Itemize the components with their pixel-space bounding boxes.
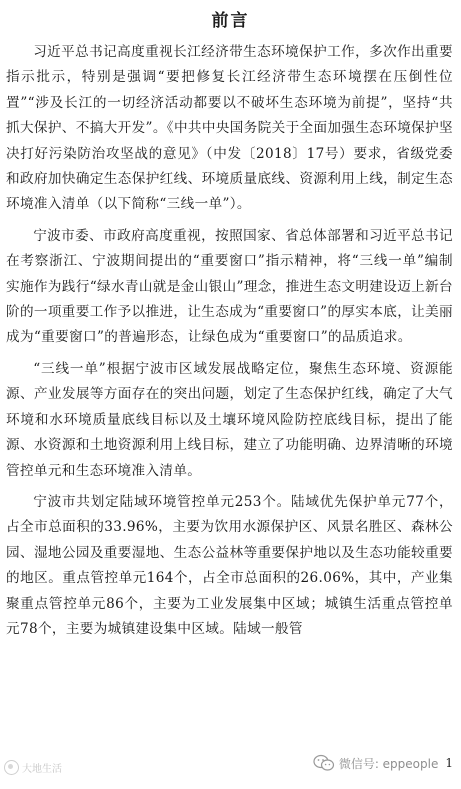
paragraph-3: “三线一单”根据宁波市区域发展战略定位，聚焦生态环境、资源能源、产业发展等方面存在的突出问题，划定了生态保护红线，确定了大气环境和水环境质量底线目标以及土壤环境风险防控底线目标，提出了能源、水资源和土地资源利用上线目标，建立了功能明确、边界清晰的环境管控单元和生态环境准入清单。 xyxy=(6,360,453,479)
page-number: 1 xyxy=(445,756,453,770)
watermark-left xyxy=(4,760,62,775)
watermark-logo-icon xyxy=(4,760,19,775)
paragraph-4: 宁波市共划定陆域环境管控单元253个。陆域优先保护单元77个，占全市总面积的33.96%，主要为饮用水源保护区、风景名胜区、森林公园、湿地公园及重要湿地、生态公益林等重要保护地以及生态功能较重要的地区。重点管控单元164个，占全市总面积的26.06%，其中，产业集聚重点管控单元86个，主要为工业发展集中区域；城镇生活重点管控单元78个，主要为城镇建设集中区域。陆域一般管 xyxy=(6,493,453,637)
page-title: 前言 xyxy=(211,11,250,31)
paragraph-2: 宁波市委、市政府高度重视，按照国家、省总体部署和习近平总书记在考察浙江、宁波期间提出的“重要窗口”指示精神，将“三线一单”编制实施作为践行“绿水青山就是金山银山”理念，推进生态文明建设迈上新台阶的一项重要工作予以推进，让生态成为“重要窗口”的厚实本底，让美丽成为“重要窗口”的普遍形态，让绿色成为“重要窗口”的品质追求。 xyxy=(6,227,453,346)
document-body xyxy=(6,40,453,648)
wechat-icon xyxy=(313,754,335,772)
watermark-right xyxy=(313,754,453,772)
paragraph-1: 习近平总书记高度重视长江经济带生态环境保护工作，多次作出重要指示批示，特别是强调“要把修复长江经济带生态环境摆在压倒性位置”“涉及长江的一切经济活动都要以不破坏生态环境为前提”，坚持“共抓大保护、不搞大开发”。《中共中央国务院关于全面加强生态环境保护坚决打好污染防治攻坚战的意见》（中发〔2018〕17号）要求，省级党委和政府加快确定生态保护红线、环境质量底线、资源利用上线，制定生态环境准入清单（以下简称“三线一单”）。 xyxy=(6,44,453,213)
watermark-account-text: 微信号: eppeople xyxy=(338,756,439,771)
watermark-left-text: 大地生活 xyxy=(22,764,62,775)
